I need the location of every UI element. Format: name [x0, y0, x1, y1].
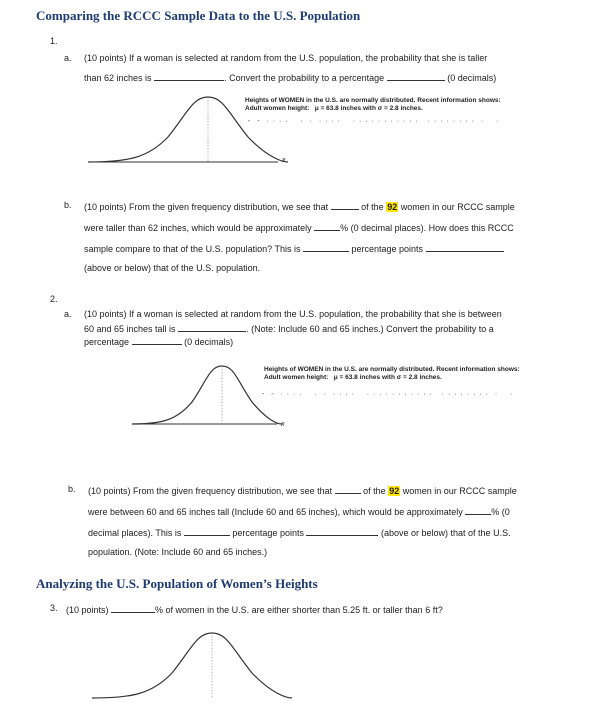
text-segment: . (Note: Include 60 and 65 inches.) Convert the probability to a — [246, 324, 494, 334]
question-text — [84, 221, 514, 233]
question-text — [84, 242, 504, 254]
info-line — [245, 105, 501, 113]
question-number: 2. — [50, 294, 58, 304]
info-line: Heights of WOMEN in the U.S. are normally distributed. Recent information shows: — [264, 366, 520, 373]
section-title: Comparing the RCCC Sample Data to the U.S. Population — [36, 8, 361, 23]
answer-blank[interactable] — [306, 526, 378, 536]
text-segment: (above or below) that of the U.S. — [381, 528, 511, 538]
text-segment: (0 decimals) — [184, 337, 234, 347]
question-text — [88, 484, 517, 496]
answer-blank[interactable] — [154, 71, 224, 81]
text-segment: percentage — [84, 337, 130, 347]
text-segment: percentage points — [351, 244, 424, 254]
text-segment: % (0 decimal places). How does this RCCC — [340, 223, 514, 233]
text-segment: Adult women height: — [245, 105, 310, 112]
question-text: population. (Note: Include 60 and 65 inches.) — [88, 547, 268, 557]
scale-marks: - - · · · · · · · · · · · · · · · · · · · · · · · · · · · · · · · — [248, 118, 500, 125]
answer-blank[interactable] — [335, 484, 361, 494]
bell-curve — [132, 366, 282, 424]
text-segment: of the — [361, 202, 384, 212]
text-segment: women in our RCCC sample — [400, 202, 515, 212]
part-label: a. — [64, 53, 72, 63]
normal-curve-graph — [132, 362, 282, 434]
answer-blank[interactable] — [426, 242, 504, 252]
info-box — [264, 366, 520, 382]
question-text — [88, 505, 510, 517]
text-segment: . Convert the probability to a percentage — [224, 73, 385, 83]
text-segment: % (0 — [491, 507, 510, 517]
answer-blank[interactable] — [132, 335, 182, 345]
part-label: a. — [64, 309, 72, 319]
text-segment: Adult women height: — [264, 374, 329, 381]
question-text — [84, 71, 496, 83]
question-text: (10 points) If a woman is selected at random from the U.S. population, the probability that she is taller — [84, 53, 488, 63]
text-segment: (10 points) From the given frequency distribution, we see that — [88, 486, 333, 496]
question-text: (above or below) that of the U.S. population. — [84, 263, 261, 273]
question-text — [88, 526, 511, 538]
axis-label: x — [282, 157, 286, 164]
highlighted-number: 92 — [389, 486, 400, 496]
info-line — [264, 374, 520, 382]
part-label: b. — [64, 200, 72, 210]
text-segment: were taller than 62 inches, which would be approximately — [84, 223, 312, 233]
scale-marks: - - · · · · · · · · · · · · · · · · · · · · · · · · · · · · · · · — [262, 391, 514, 398]
question-text — [84, 322, 494, 334]
part-label: b. — [68, 484, 76, 494]
text-segment: of the — [363, 486, 386, 496]
axis-label: x — [281, 421, 285, 428]
question-text: (10 points) If a woman is selected at random from the U.S. population, the probability that she is between — [84, 309, 502, 319]
question-number: 3. — [50, 603, 58, 613]
highlighted-number: 92 — [387, 202, 398, 212]
text-segment: than 62 inches is — [84, 73, 152, 83]
answer-blank[interactable] — [111, 603, 155, 613]
text-segment: 60 and 65 inches tall is — [84, 324, 176, 334]
normal-curve-graph — [92, 628, 292, 708]
text-segment: decimal places). This is — [88, 528, 182, 538]
bell-curve — [92, 633, 292, 698]
text-segment: μ = 63.8 inches with σ = 2.8 inches. — [333, 374, 442, 381]
text-segment: sample compare to that of the U.S. population? This is — [84, 244, 301, 254]
answer-blank[interactable] — [184, 526, 230, 536]
question-text — [84, 335, 233, 347]
answer-blank[interactable] — [465, 505, 491, 515]
question-text — [66, 603, 443, 615]
text-segment: (10 points) — [66, 605, 109, 615]
info-box — [245, 97, 501, 113]
text-segment: percentage points — [232, 528, 304, 538]
text-segment: (10 points) From the given frequency distribution, we see that — [84, 202, 329, 212]
answer-blank[interactable] — [303, 242, 349, 252]
text-segment: were between 60 and 65 inches tall (Include 60 and 65 inches), which would be approximately — [88, 507, 463, 517]
text-segment: % of women in the U.S. are either shorter than 5.25 ft. or taller than 6 ft? — [155, 605, 443, 615]
info-line: Heights of WOMEN in the U.S. are normally distributed. Recent information shows: — [245, 97, 501, 104]
answer-blank[interactable] — [314, 221, 340, 231]
answer-blank[interactable] — [387, 71, 445, 81]
section-title: Analyzing the U.S. Population of Women’s Heights — [36, 576, 318, 591]
question-text — [84, 200, 515, 212]
answer-blank[interactable] — [331, 200, 359, 210]
answer-blank[interactable] — [178, 322, 246, 332]
question-number: 1. — [50, 36, 58, 46]
text-segment: women in our RCCC sample — [402, 486, 517, 496]
text-segment: μ = 63.8 inches with σ = 2.8 inches. — [314, 105, 423, 112]
text-segment: (0 decimals) — [447, 73, 497, 83]
